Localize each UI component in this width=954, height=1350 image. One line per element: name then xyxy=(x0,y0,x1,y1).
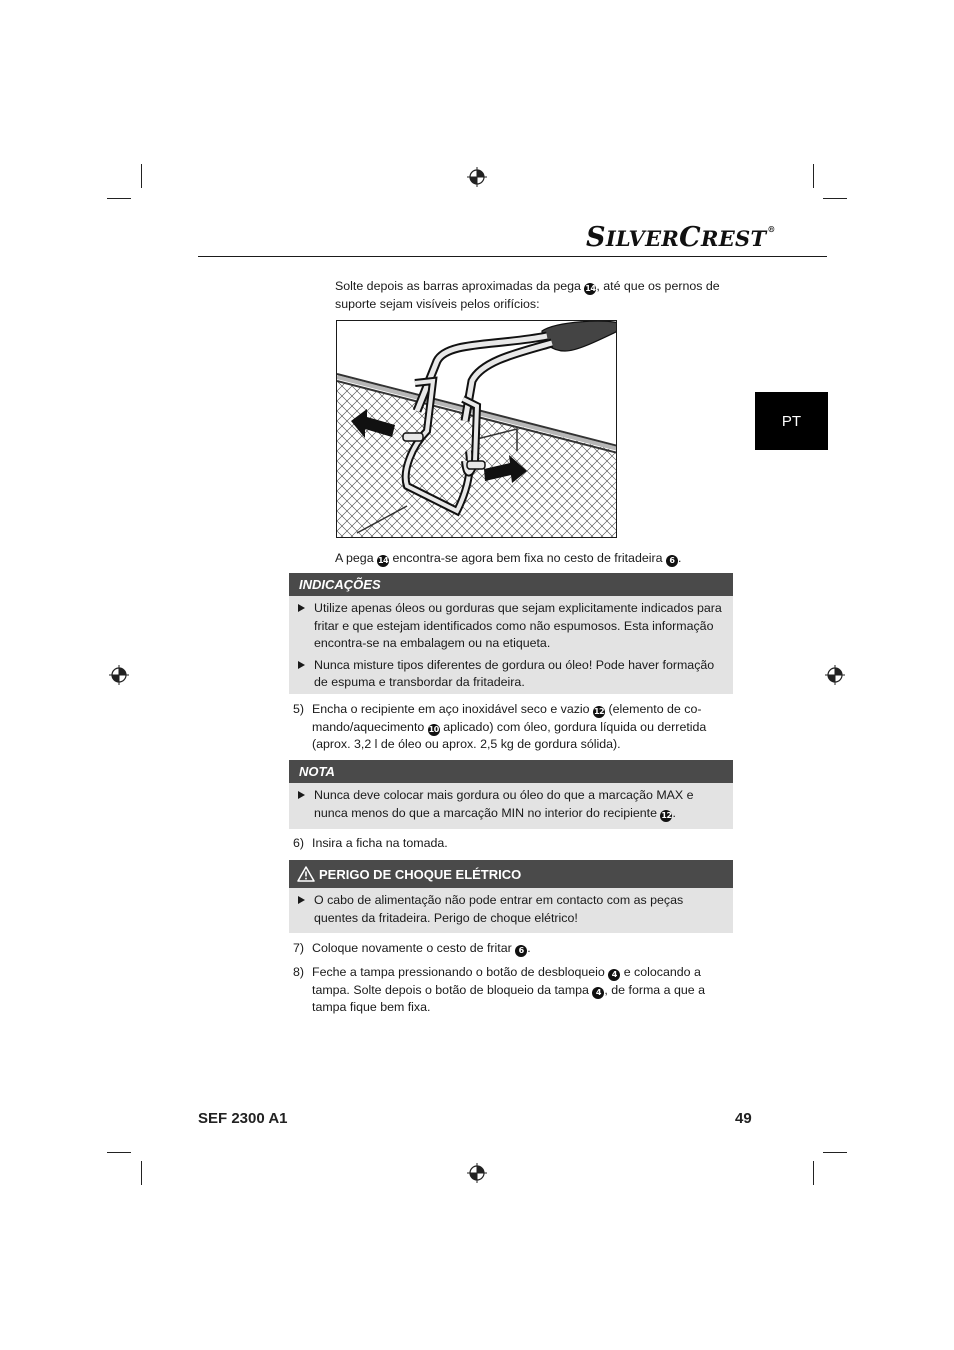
ref-number: 10 xyxy=(428,724,439,734)
crop-mark xyxy=(823,198,847,199)
step-6: 6) Insira a ficha na tomada. xyxy=(293,836,448,850)
step-7: 7) Coloque novamente o cesto de fritar 6 . xyxy=(293,941,531,955)
list-item: Utilize apenas óleos ou gorduras que sejam explicitamente indicados para fritar e que estejam identificados como não espumosos. Esta informação encontra-se na embalagem ou na etiqueta. xyxy=(297,600,723,653)
bullet-arrow-icon xyxy=(298,604,305,612)
figure-caption: A pega 14 encontra-se agora bem fixa no cesto de fritadeira 6 . xyxy=(335,551,682,565)
language-tab: PT xyxy=(755,392,828,450)
intro-paragraph: Solte depois as barras aproximadas da pega 14, até que os pernos de suporte sejam visíveis pelos orifícios: xyxy=(335,279,720,311)
page-number: 49 xyxy=(735,1110,752,1127)
bullet-arrow-icon xyxy=(298,896,305,904)
perigo-box xyxy=(289,860,733,933)
list-item: Nunca misture tipos diferentes de gordura ou óleo! Pode haver formação de espuma e transbordar da fritadeira. xyxy=(297,657,723,692)
registration-mark-icon xyxy=(467,1163,487,1183)
indicacoes-title: INDICAÇÕES xyxy=(289,573,733,596)
nota-box xyxy=(289,760,733,829)
step-8: 8) Feche a tampa pressionando o botão de desbloqueio 4 e colocando a tampa. Solte depois o botão de bloqueio da tampa 4 , de forma a que a tampa fique bem fixa. xyxy=(293,965,705,1014)
crop-mark xyxy=(107,1152,131,1153)
ref-number: 6 xyxy=(515,945,527,957)
crop-mark xyxy=(107,198,131,199)
step-5: 5) Encha o recipiente em aço inoxidável seco e vazio 12 (elemento de co-mando/aquecimento 10 aplicado) com óleo, gordura líquida ou derretida (aprox. 3,2 l de óleo ou aprox. 2,5 kg de gordura sólida). xyxy=(293,702,707,751)
ref-number: 6 xyxy=(666,555,678,567)
crop-mark xyxy=(813,164,814,188)
perigo-title: PERIGO DE CHOQUE ELÉTRICO xyxy=(289,860,733,888)
ref-number: 14 xyxy=(585,284,596,293)
ref-number: 4 xyxy=(608,969,620,981)
warning-icon xyxy=(297,866,315,882)
crop-mark xyxy=(141,164,142,188)
crop-mark xyxy=(813,1161,814,1185)
model-number: SEF 2300 A1 xyxy=(198,1110,288,1127)
header-rule xyxy=(198,256,827,257)
list-item: O cabo de alimentação não pode entrar em contacto com as peças quentes da fritadeira. Perigo de choque elétrico! xyxy=(297,892,723,927)
registration-mark-icon xyxy=(825,665,845,685)
bullet-arrow-icon xyxy=(298,661,305,669)
ref-number: 14 xyxy=(377,556,389,565)
silvercrest-logo: SILVERCREST® xyxy=(586,222,776,253)
ref-number: 12 xyxy=(661,810,672,820)
crop-mark xyxy=(823,1152,847,1153)
ref-number: 12 xyxy=(593,707,605,716)
ref-number: 4 xyxy=(592,987,604,999)
registration-mark-icon xyxy=(109,665,129,685)
crop-mark xyxy=(141,1161,142,1185)
indicacoes-box xyxy=(289,573,733,694)
basket-handle-illustration xyxy=(336,320,617,538)
bullet-arrow-icon xyxy=(298,791,305,799)
registration-mark-icon xyxy=(467,167,487,187)
list-item: Nunca deve colocar mais gordura ou óleo do que a marcação MAX e nunca menos do que a marcação MIN no interior do recipiente 12. xyxy=(297,787,723,822)
nota-title: NOTA xyxy=(289,760,733,783)
